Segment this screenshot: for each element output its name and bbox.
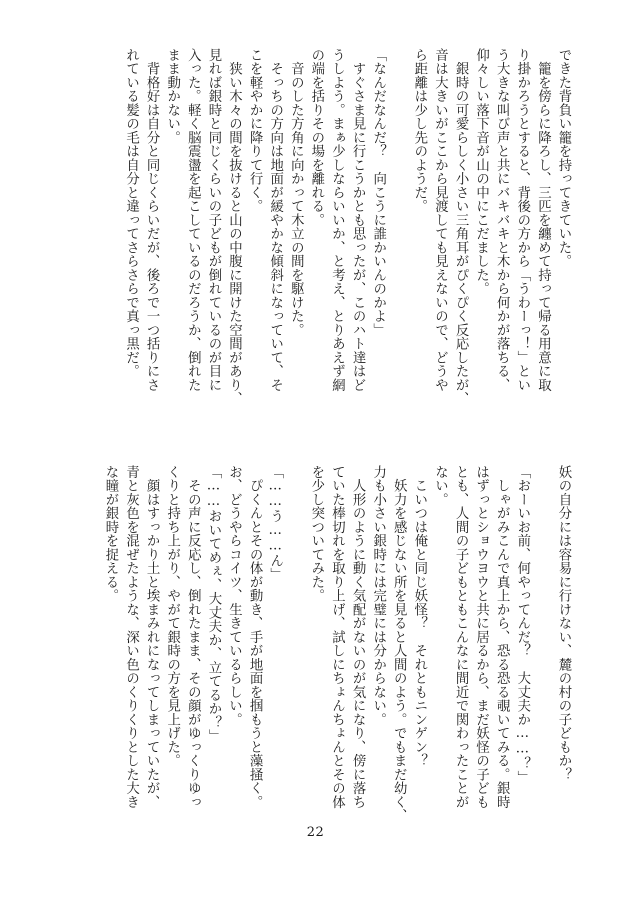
text-line: 顔はすっかり土と埃まみれになってしまっていたが、 (144, 465, 160, 809)
text-line: 見れば銀時と同じくらいの子どもが倒れているのが目に (205, 48, 221, 392)
text-line (388, 48, 409, 378)
text-line: 音は大きいがここから見渡しても見えないので、どうや (432, 48, 448, 392)
text-line: そっちの方向は地面が緩やかな傾斜になっていて、そ (267, 48, 283, 392)
text-line: はずっとショウヨウと共に居るから、まだ妖怪の子ども (473, 465, 489, 809)
text-line: 妖の自分には容易に行けない、麓の村の子どもか？ (556, 465, 571, 782)
text-line: ていた棒切れを取り上げ、試しにちょんちょんとその体 (329, 465, 345, 809)
text-line: 「……おいてめぇ、大丈夫か、立てるか？」 (205, 465, 221, 744)
text-line: 籠を傍らに降ろし、三匹を纏めて持って帰る用意に取 (535, 48, 551, 392)
text-line (532, 465, 553, 795)
text-line: しゃがみこんで真上から、恐る恐る覗いてみる。銀時 (494, 465, 510, 809)
text-line: 妖力を感じない所を見ると人間のよう。でもまだ幼く、 (391, 465, 407, 823)
text-line: うしよう。まぁ少しならいいか、と考え、とりあえず網 (329, 48, 345, 392)
text-line: 仰々しい落下音が山の中にこだました。 (473, 48, 489, 296)
text-line: 人形のように動く気配がないのが気になり、傍に落ち (350, 465, 366, 809)
text-line: できた背負い籠を持ってきていた。 (556, 48, 571, 268)
text-line: 銀時の可愛らしく小さい三角耳がぴくぴく反応したが、 (453, 48, 469, 406)
text-line: う大きな叫び声と共にバキバキと木から何かが落ちる、 (494, 48, 510, 392)
text-line: くりと持ち上がり、やがて銀時の方を見上げた。 (164, 465, 180, 768)
text-line: 「……う……ん」 (267, 465, 283, 582)
text-line: 音のした方角に向かって木立の間を駆けた。 (288, 48, 304, 337)
text-line: 「なんだなんだ？ 向こうに誰かいんのかよ」 (370, 48, 386, 337)
text-line: 入った。軽く脳震盪を起こしているのだろうか、倒れた (185, 48, 201, 392)
text-line: その声に反応し、倒れたまま、その顔がゆっくりゆっ (185, 465, 201, 809)
page-number: 22 (306, 825, 325, 840)
text-line: ら距離は少し先のようだ。 (411, 48, 427, 213)
text-line: ない。 (432, 465, 448, 507)
text-line: 背格好は自分と同じくらいだが、後ろで一つ括りにさ (144, 48, 160, 392)
text-line: 狭い木々の間を抜けると山の中腹に開けた空間があり、 (226, 48, 242, 406)
text-line: こいつは俺と同じ妖怪？ それともニンゲン？ (411, 465, 427, 768)
text-line: の端を括りその場を離れる。 (308, 48, 324, 227)
text-line: な瞳が銀時を捉える。 (102, 465, 118, 603)
text-line: 力も小さい銀時には完璧には分からない。 (370, 465, 386, 727)
text-line: り掛かろうとすると、背後の方から「うわーっ！」とい (514, 48, 530, 392)
upper-text-block (120, 48, 573, 406)
text-line: ぴくんとその体が動き、手が地面を掴もうと藻掻く。 (247, 465, 263, 809)
lower-text-block (99, 465, 573, 823)
text-line: お、どうやらコイツ、生きているらしい。 (226, 465, 242, 727)
text-line: まま動かない。 (164, 48, 180, 145)
text-line: こを軽やかに降りて行く。 (247, 48, 263, 213)
text-line: を少し突ついてみた。 (308, 465, 324, 603)
text-line: 「おーいお前、何やってんだ？ 大丈夫か……？」 (514, 465, 530, 785)
text-line (285, 465, 306, 795)
text-line: れている髪の毛は自分と違ってさらさらで真っ黒だ。 (123, 48, 139, 378)
text-line: とも、人間の子どもともこんなに間近で関わったことが (453, 465, 469, 809)
text-line: すぐさま見に行こうかとも思ったが、このハト達はど (350, 48, 366, 392)
text-line: 青と灰色を混ぜたような、深い色のくりくりとした大き (123, 465, 139, 809)
